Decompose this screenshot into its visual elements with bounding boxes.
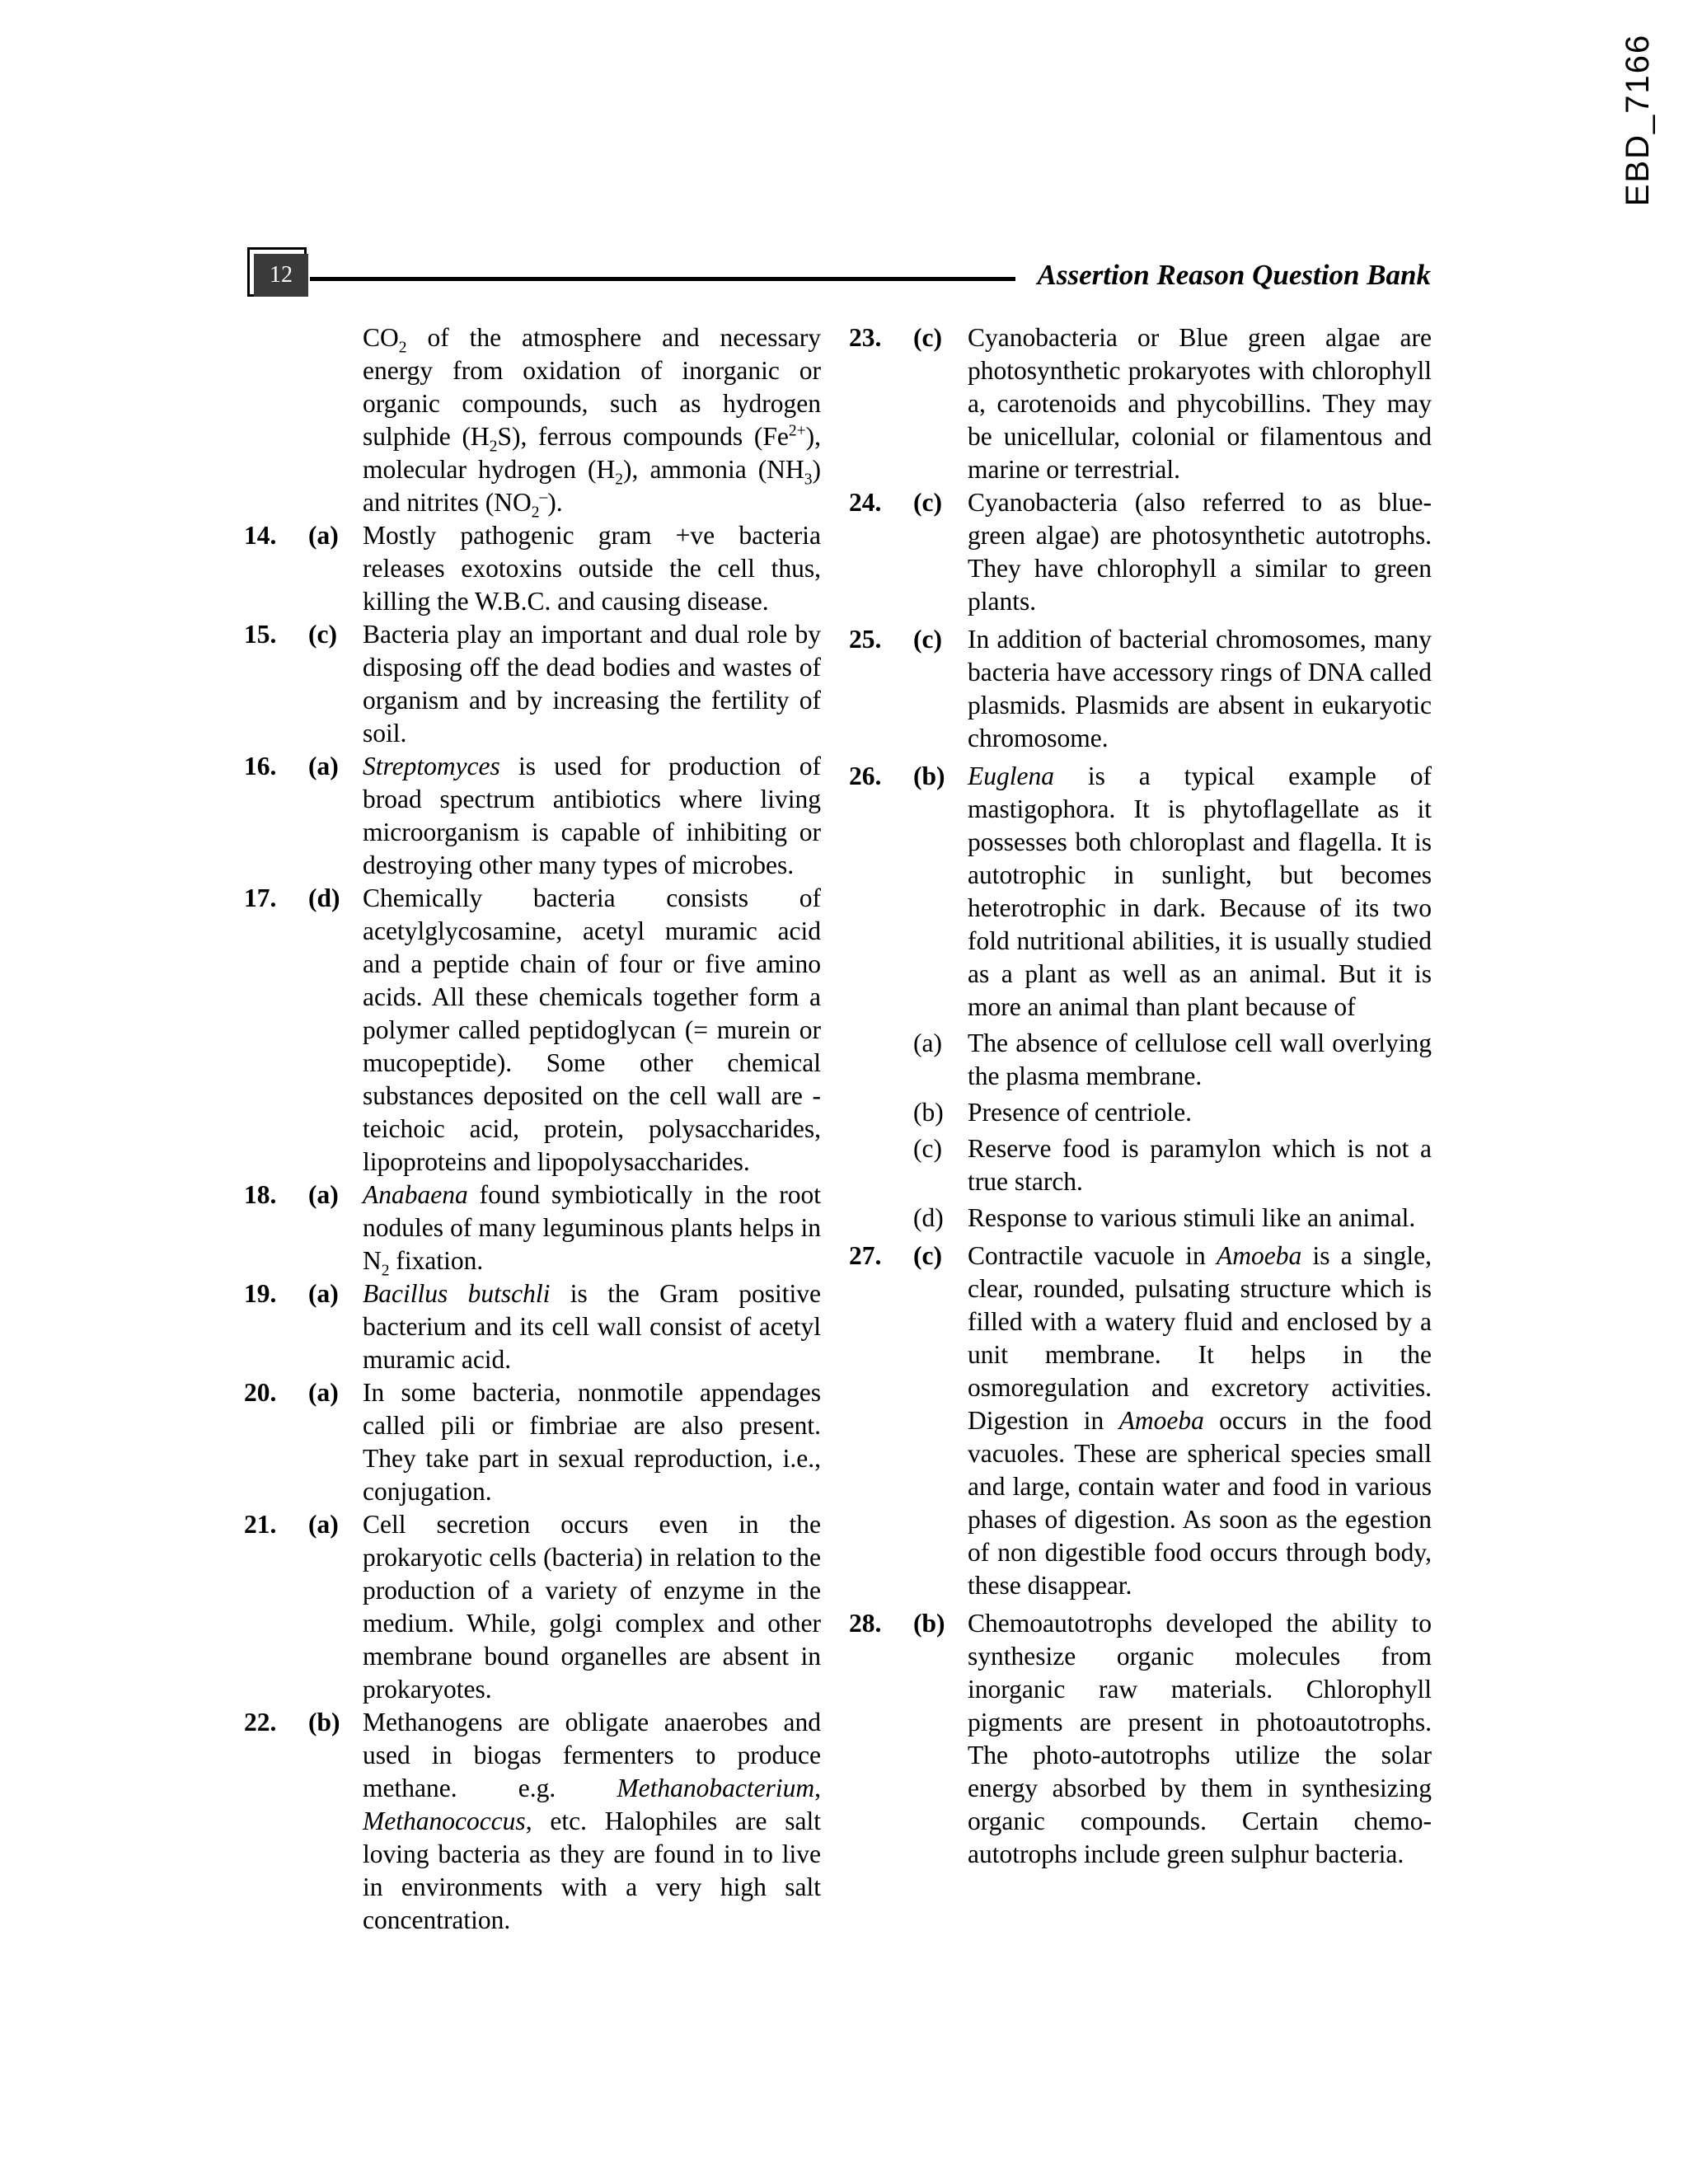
- answer-26: 26. (b) Euglena is a typical example of mastigophora. It is phytoflagellate as it possesses both chloroplast and flagella. It is autotrophic in sunlight, but becomes heterotrophic in dark. Because of its two fold nutritional abilities, it is usually studied as a plant as well as an animal. But it is more an animal than plant because of: [849, 762, 1432, 1021]
- running-header: Assertion Reason Question Bank: [1037, 259, 1431, 291]
- answer-27: 27. (c) Contractile vacuole in Amoeba is a single, clear, rounded, pulsating structure which is filled with a watery fluid and enclosed by a unit membrane. It helps in the osmoregulation and excretory activities. Digestion in Amoeba occurs in the food vacuoles. These are spherical species small and large, contain water and food in various phases of digestion. As soon as the egestion of non digestible food occurs through body, these disappear.: [849, 1241, 1432, 1600]
- answer-26-point-b: (b) Presence of centriole.: [913, 1098, 1192, 1127]
- answer-23: 23. (c) Cyanobacteria or Blue green algae are photosynthetic prokaryotes with chlorophyll a, carotenoids and phycobillins. They may be unicellular, colonial or filamentous and marine or terrestrial.: [849, 323, 1432, 484]
- answer-26-point-c: (c) Reserve food is paramylon which is not a true starch.: [913, 1134, 1432, 1196]
- answer-19: 19. (a) Bacillus butschli is the Gram positive bacterium and its cell wall consist of acetyl muramic acid.: [244, 1279, 821, 1374]
- header-rule: [310, 277, 1015, 281]
- answer-24: 24. (c) Cyanobacteria (also referred to as blue-green algae) are photosynthetic autotrophs. They have chlorophyll a similar to green plants.: [849, 488, 1432, 616]
- answer-26-point-a: (a) The absence of cellulose cell wall overlying the plasma membrane.: [913, 1029, 1432, 1090]
- answer-20: 20. (a) In some bacteria, nonmotile appendages called pili or fimbriae are also present. They take part in sexual reproduction, i.e., conjugation.: [244, 1378, 821, 1506]
- answer-25: 25. (c) In addition of bacterial chromosomes, many bacteria have accessory rings of DNA called plasmids. Plasmids are absent in eukaryotic chromosome.: [849, 625, 1432, 752]
- right-column: [849, 321, 1432, 1871]
- answer-18: 18. (a) Anabaena found symbiotically in the root nodules of many leguminous plants helps in $N_2$ fixation.: [244, 1180, 821, 1280]
- answer-16: 16. (a) Streptomyces is used for production of broad spectrum antibiotics where living microorganism is capable of inhibiting or destroying other many types of microbes.: [244, 752, 821, 879]
- answer-14: 14. (a) Mostly pathogenic gram +ve bacteria releases exotoxins outside the cell thus, killing the W.B.C. and causing disease.: [244, 521, 821, 616]
- answer-15: 15. (c) Bacteria play an important and dual role by disposing off the dead bodies and wastes of organism and by increasing the fertility of soil.: [244, 620, 821, 748]
- answer-26-point-d: (d) Response to various stimuli like an animal.: [913, 1203, 1416, 1232]
- answer-22: 22. (b) Methanogens are obligate anaerobes and used in biogas fermenters to produce methane. e.g. Methanobacterium, Methanococcus, etc. Halophiles are salt loving bacteria as they are found in to live in environments with a very high salt concentration.: [244, 1708, 821, 1934]
- answer-28: 28. (b) Chemoautotrophs developed the ability to synthesize organic molecules from inorganic raw materials. Chlorophyll pigments are present in photoautotrophs. The photo-autotrophs utilize the solar energy absorbed by them in synthesizing organic compounds. Certain chemo-autotrophs include green sulphur bacteria.: [849, 1609, 1432, 1868]
- continued-answer: $CO_2$ of the atmosphere and necessary energy from oxidation of inorganic or organic compounds, such as hydrogen sulphide $(H_2S)$, ferrous compounds $(Fe^{2+})$, molecular hydrogen $(H_2)$, ammonia $(NH_3)$ and nitrites $(NO_2^-)$.: [363, 323, 822, 522]
- document-code: EBD_7166: [1620, 33, 1657, 206]
- answer-21: 21. (a) Cell secretion occurs even in the prokaryotic cells (bacteria) in relation to the production of a variety of enzyme in the medium. While, golgi complex and other membrane bound organelles are absent in prokaryotes.: [244, 1510, 821, 1704]
- page-number: 12: [254, 254, 308, 297]
- answer-17: 17. (d) Chemically bacteria consists of acetylglycosamine, acetyl muramic acid and a peptide chain of four or five amino acids. All these chemicals together form a polymer called peptidoglycan (= murein or mucopeptide). Some other chemical substances deposited on the cell wall are - teichoic acid, protein, polysaccharides, lipoproteins and lipopolysaccharides.: [244, 883, 821, 1176]
- left-column: [244, 321, 821, 1937]
